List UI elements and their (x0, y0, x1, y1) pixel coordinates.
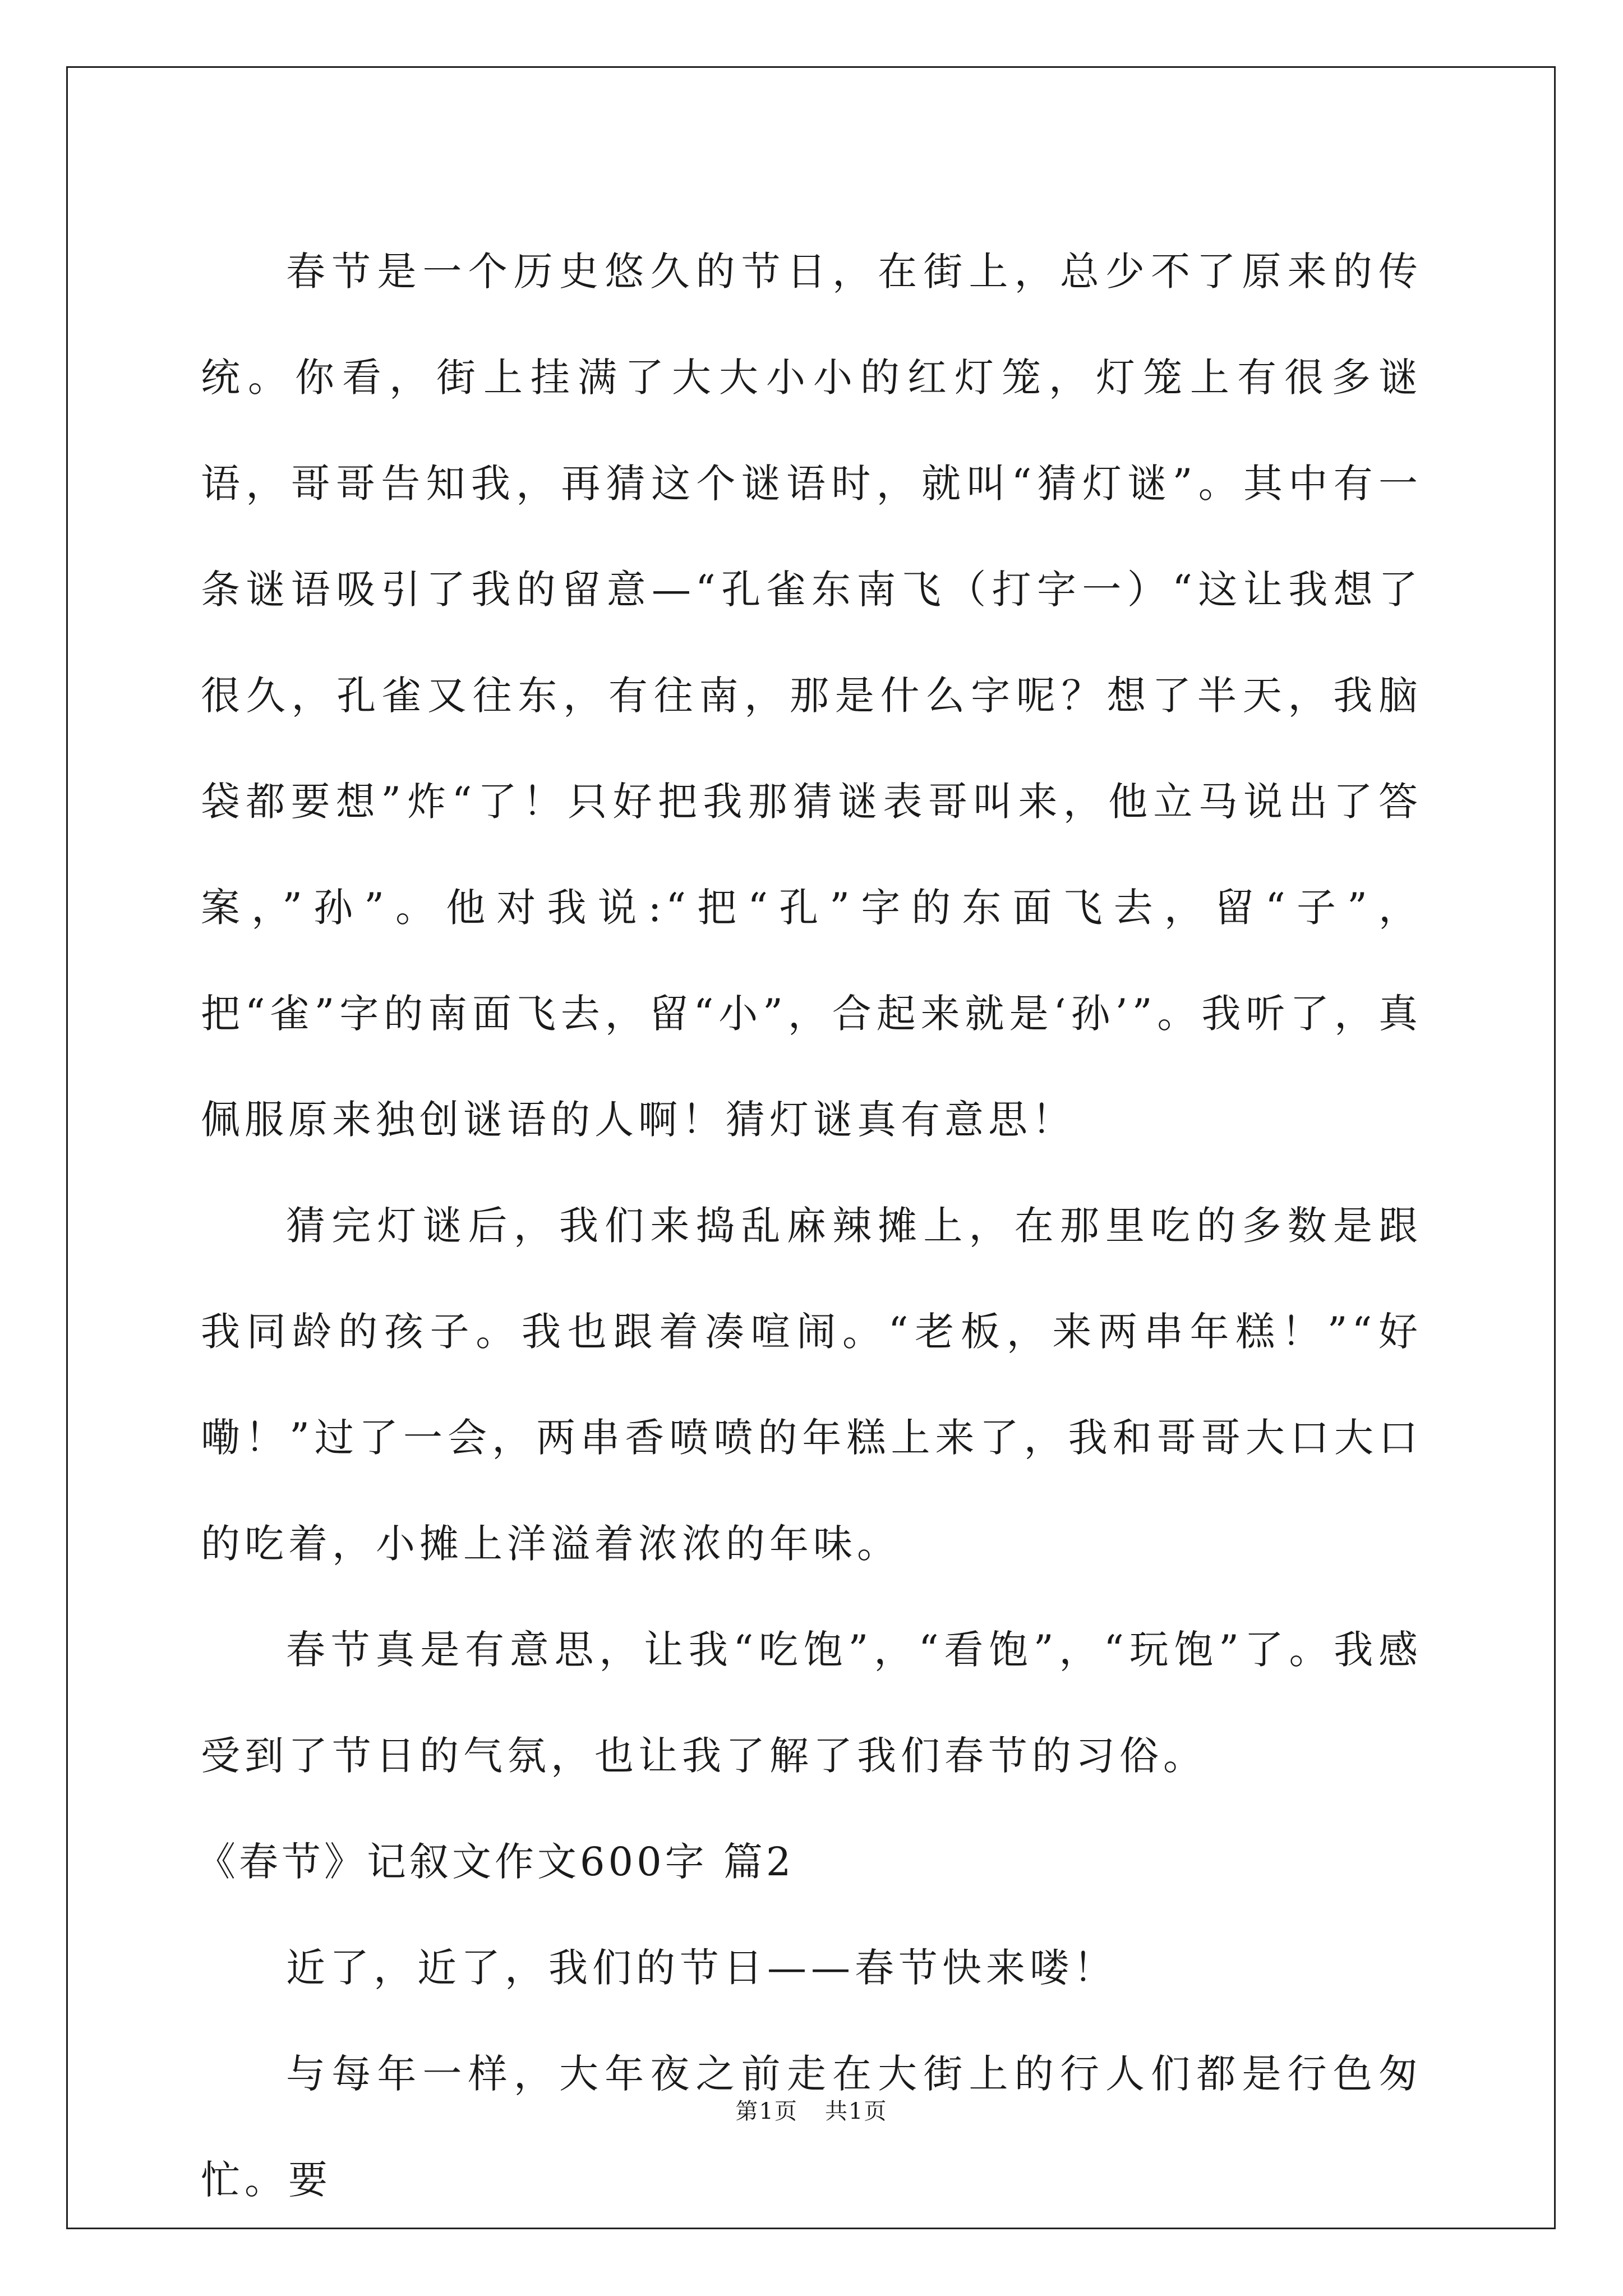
document-body (196, 219, 1422, 2233)
paragraph-4: 近了，近了，我们的节日——春节快来喽！ (286, 1945, 1117, 1991)
paragraph-3: 春节真是有意思，让我“吃饱”，“看饱”，“玩饱”了。我感受到了节日的气氛，也让我了解了我们春节的习俗。 (201, 1627, 1422, 1779)
page-number-total: 共1页 (825, 2099, 888, 2124)
page-number-current: 第1页 (735, 2099, 798, 2124)
page-footer (0, 2093, 1623, 2125)
paragraph-5: 与每年一样，大年夜之前走在大街上的行人们都是行色匆忙。要 (201, 2051, 1422, 2203)
paragraph-2: 猜完灯谜后，我们来捣乱麻辣摊上，在那里吃的多数是跟我同龄的孩子。我也跟着凑喧闹。“老板，来两串年糕！”“好嘞！”过了一会，两串香喷喷的年糕上来了，我和哥哥大口大口的吃着，小摊上洋溢着浓浓的年味。 (201, 1203, 1422, 1567)
paragraph-1: 春节是一个历史悠久的节日，在街上，总少不了原来的传统。你看，街上挂满了大大小小的红灯笼，灯笼上有很多谜语，哥哥告知我，再猜这个谜语时，就叫“猜灯谜”。其中有一条谜语吸引了我的留意—“孔雀东南飞（打字一）“这让我想了很久，孔雀又往东，有往南，那是什么字呢？想了半天，我脑袋都要想”炸“了！只好把我那猜谜表哥叫来，他立马说出了答案，”孙”。他对我说:“把“孔”字的东面飞去，留“子”，把“雀”字的南面飞去，留“小”，合起来就是‘孙’”。我听了，真佩服原来独创谜语的人啊！猜灯谜真有意思！ (201, 249, 1422, 1143)
section-heading: 《春节》记叙文作文600字 篇2 (196, 1839, 795, 1885)
